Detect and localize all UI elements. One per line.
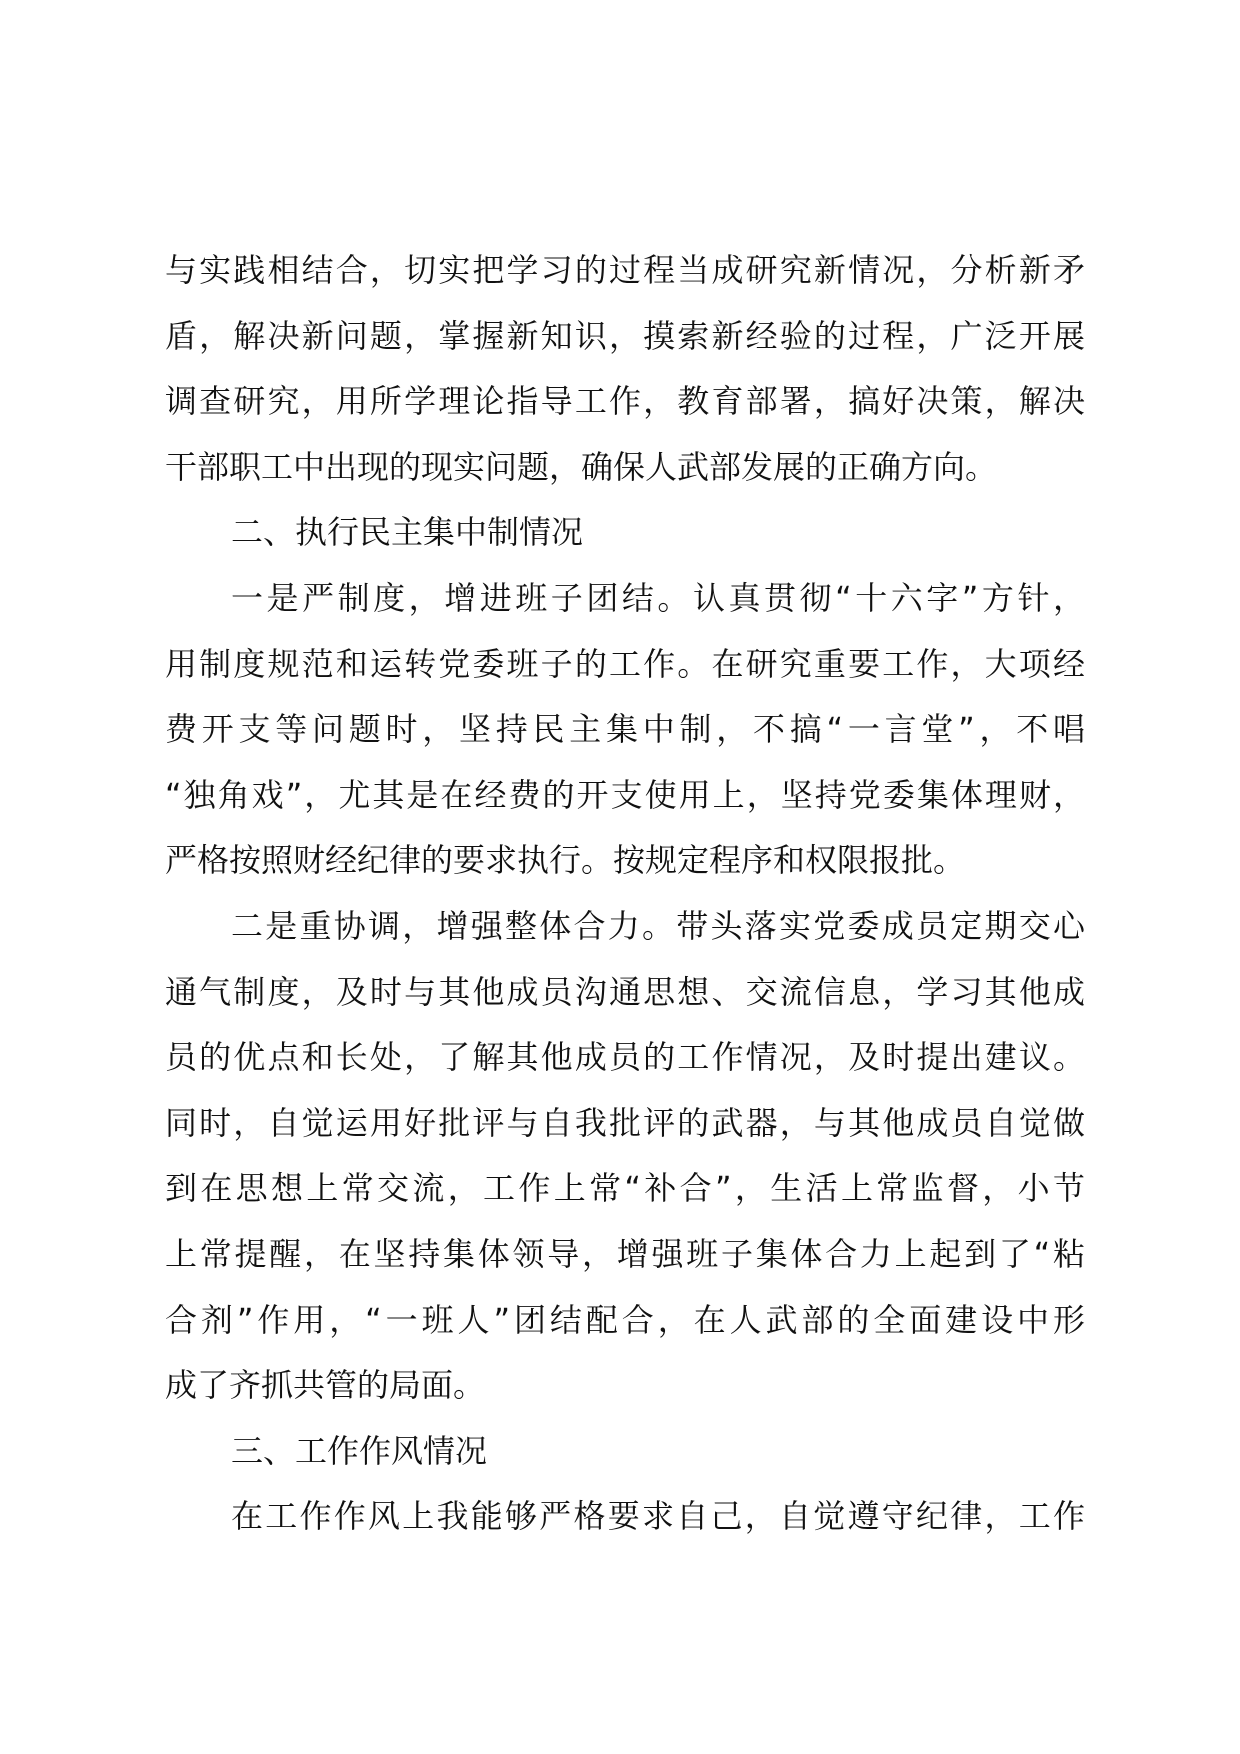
text-line: 到在思想上常交流，工作上常“补合”，生活上常监督，小节 <box>165 1169 1085 1208</box>
text-line: 同时，自觉运用好批评与自我批评的武器，与其他成员自觉做 <box>165 1103 1085 1142</box>
text-line: 与实践相结合，切实把学习的过程当成研究新情况，分析新矛 <box>165 251 1085 289</box>
text-line: 上常提醒，在坚持集体领导，增强班子集体合力上起到了“粘 <box>165 1234 1085 1273</box>
text-line: 调查研究，用所学理论指导工作，教育部署，搞好决策，解决 <box>165 382 1085 421</box>
text-line: 干部职工中出现的现实问题，确保人武部发展的正确方向。 <box>165 447 998 486</box>
text-line: 一是严制度，增进班子团结。认真贯彻“十六字”方针， <box>231 578 1085 617</box>
text-line: 在工作作风上我能够严格要求自己，自觉遵守纪律，工作 <box>231 1497 1085 1536</box>
text-line: 二是重协调，增强整体合力。带头落实党委成员定期交心 <box>231 906 1085 945</box>
text-line: 员的优点和长处，了解其他成员的工作情况，及时提出建议。 <box>165 1038 1085 1077</box>
section-heading: 三、工作作风情况 <box>231 1431 488 1470</box>
text-line: 合剂”作用，“一班人”团结配合，在人武部的全面建设中形 <box>165 1300 1085 1339</box>
section-heading: 二、执行民主集中制情况 <box>231 513 584 552</box>
text-line: 严格按照财经纪律的要求执行。按规定程序和权限报批。 <box>165 841 966 880</box>
text-line: 盾，解决新问题，掌握新知识，摸索新经验的过程，广泛开展 <box>165 316 1085 355</box>
text-line: 成了齐抓共管的局面。 <box>165 1366 486 1405</box>
text-line: “独角戏”，尤其是在经费的开支使用上，坚持党委集体理财， <box>165 775 1085 814</box>
text-line: 通气制度，及时与其他成员沟通思想、交流信息，学习其他成 <box>165 972 1085 1011</box>
body-text <box>165 238 1085 1550</box>
text-line: 用制度规范和运转党委班子的工作。在研究重要工作，大项经 <box>165 644 1085 683</box>
text-line: 费开支等问题时，坚持民主集中制，不搞“一言堂”，不唱 <box>165 710 1085 749</box>
